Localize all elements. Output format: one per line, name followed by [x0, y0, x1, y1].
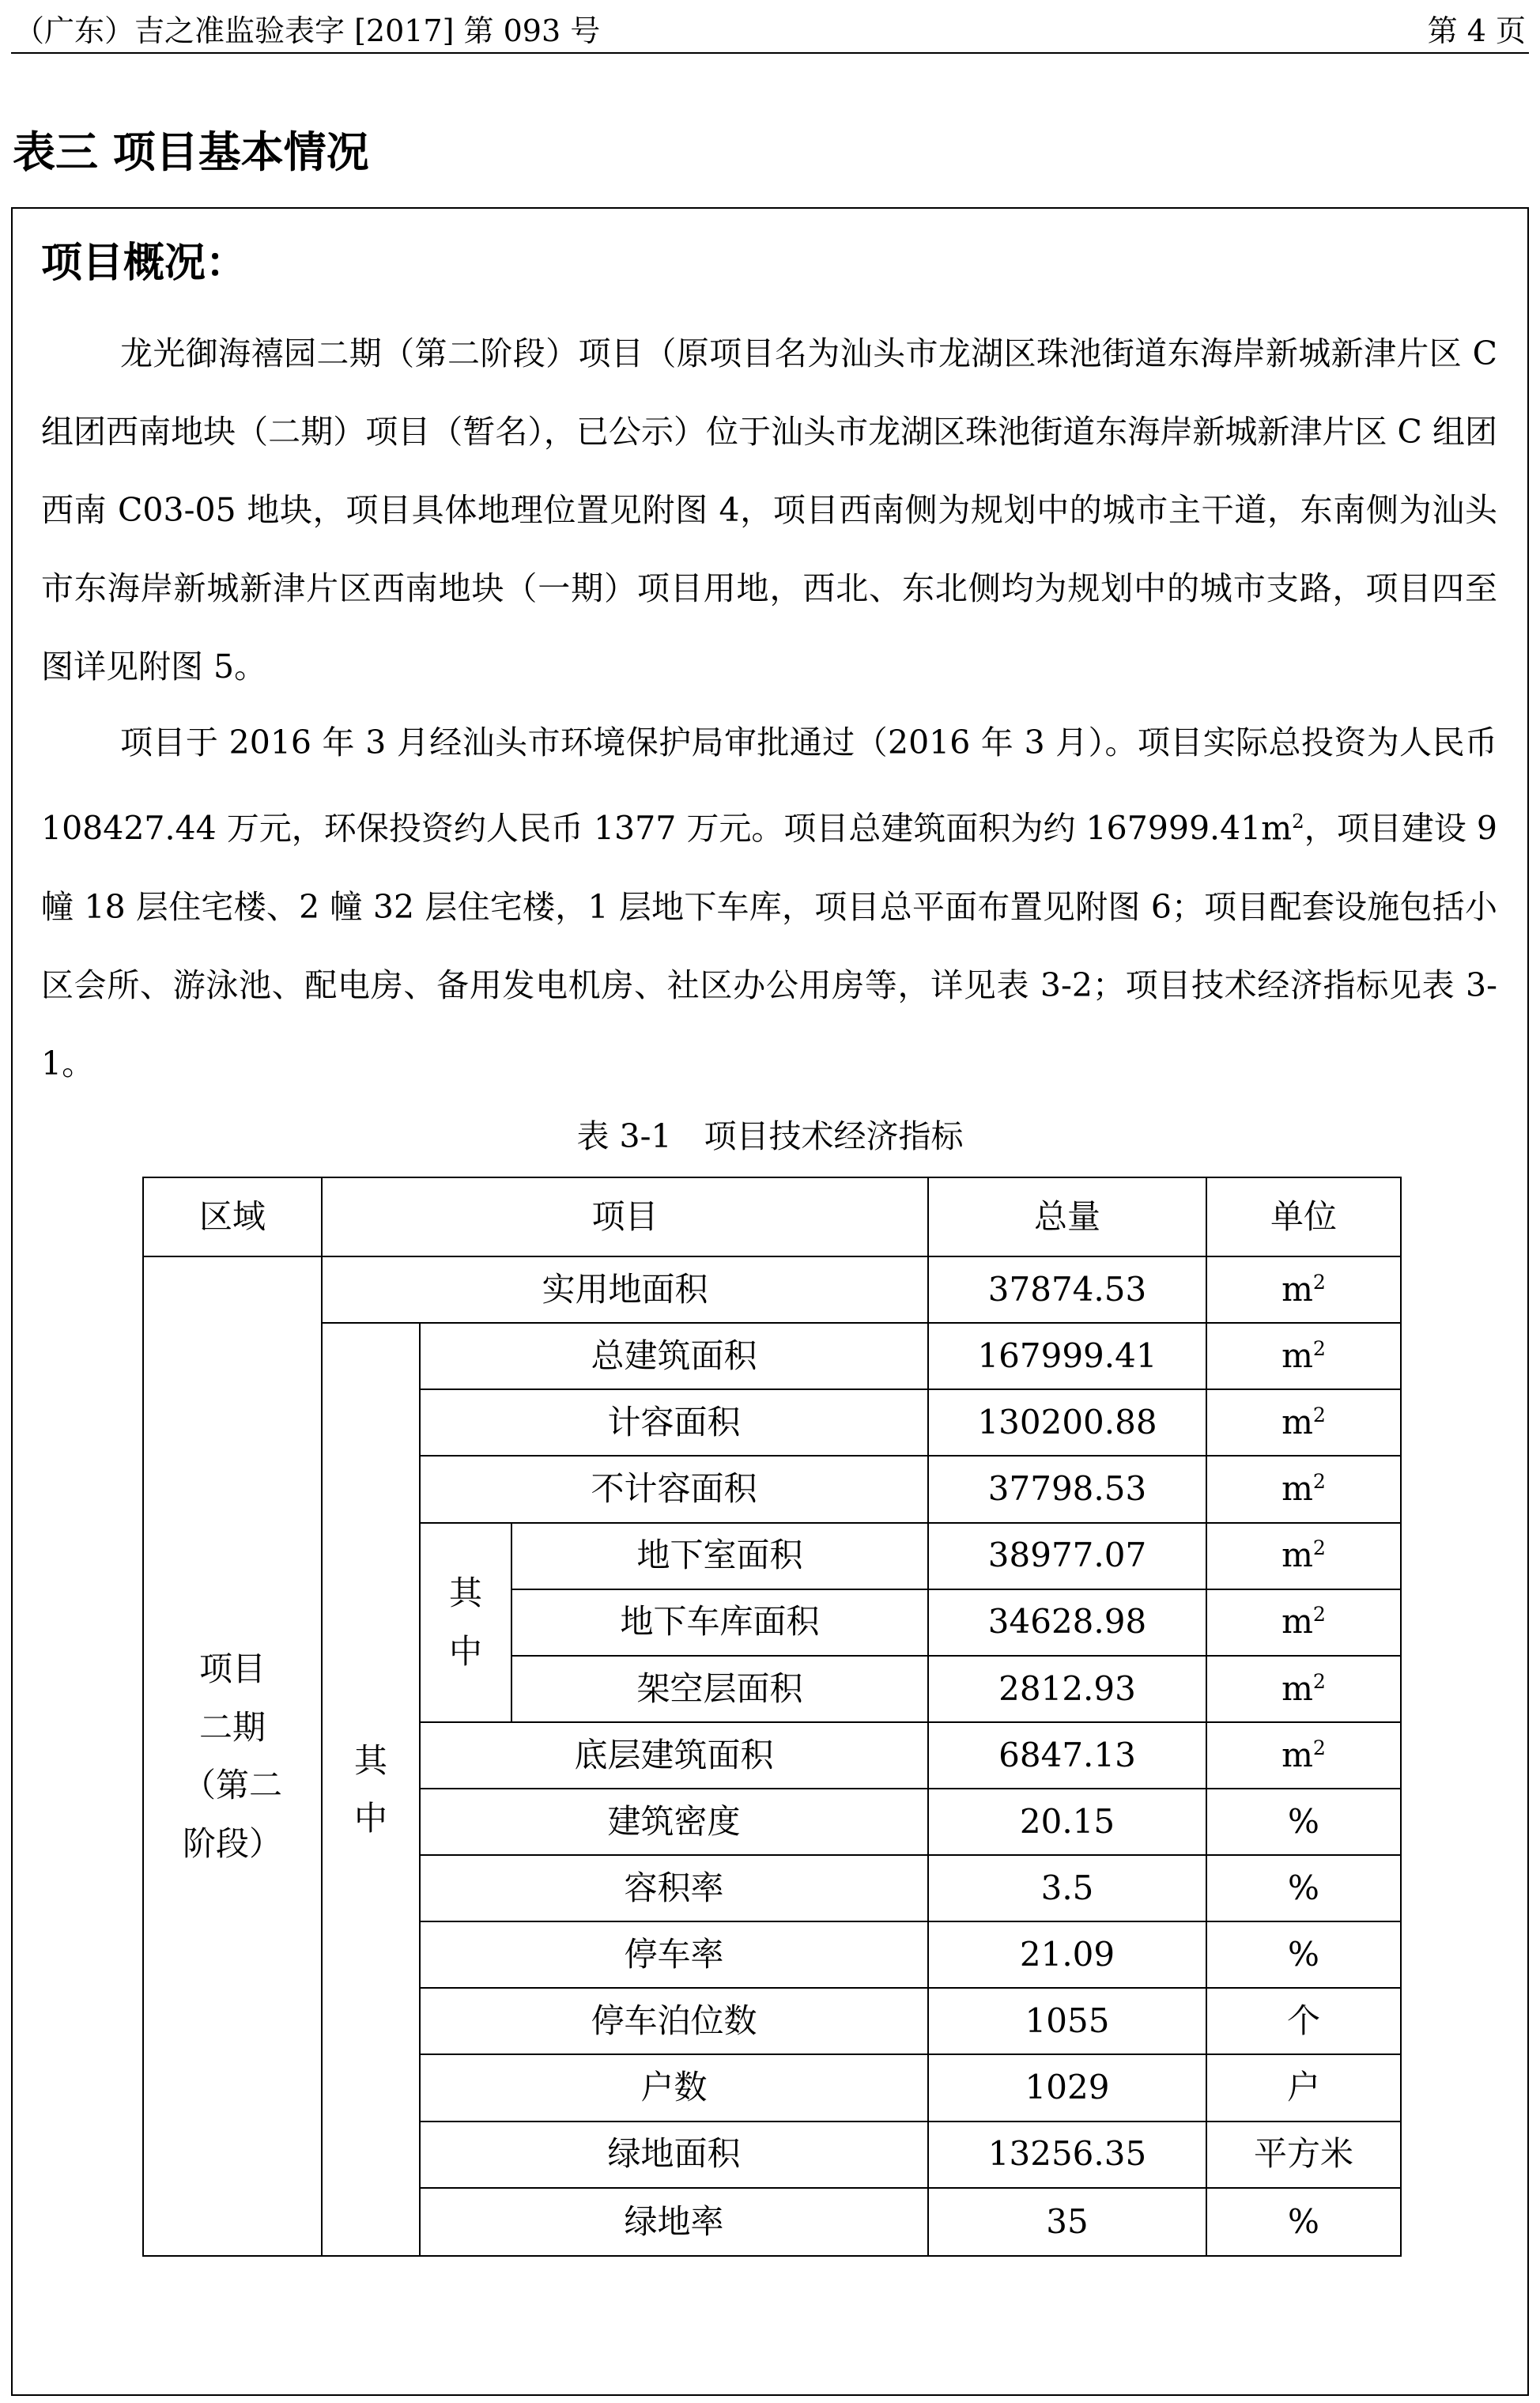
header-total: 总量 [928, 1177, 1206, 1256]
unit-cell: 平方米 [1206, 2122, 1401, 2188]
group-inner-label [449, 1564, 482, 1680]
unit-cell: 户 [1206, 2054, 1401, 2121]
total-cell: 2812.93 [928, 1656, 1206, 1722]
unit-cell: % [1206, 1921, 1401, 1988]
item-cell: 建筑密度 [420, 1789, 928, 1855]
total-cell: 13256.35 [928, 2122, 1206, 2188]
item-cell: 容积率 [420, 1855, 928, 1921]
table-row [143, 1256, 1401, 1323]
unit-cell: $m^2$ [1206, 1523, 1401, 1589]
region-line: 阶段） [182, 1823, 282, 1863]
unit-cell: % [1206, 1789, 1401, 1855]
total-cell: 35 [928, 2188, 1206, 2256]
table-caption: 表 3-1 项目技术经济指标 [576, 1117, 964, 1155]
unit-cell: % [1206, 1855, 1401, 1921]
item-cell: 总建筑面积 [420, 1323, 928, 1389]
unit-cell: $m^2$ [1206, 1589, 1401, 1656]
region-cell [143, 1256, 322, 2256]
total-cell: 37874.53 [928, 1256, 1206, 1323]
header-item: 项目 [322, 1177, 928, 1256]
item-cell: 地下车库面积 [511, 1589, 928, 1656]
total-cell: 1055 [928, 1988, 1206, 2054]
total-cell: 37798.53 [928, 1456, 1206, 1522]
item-cell: 地下室面积 [511, 1523, 928, 1589]
unit-cell: $m^2$ [1206, 1656, 1401, 1722]
unit-cell: $m^2$ [1206, 1389, 1401, 1456]
item-cell: 停车率 [420, 1921, 928, 1988]
region-line: （第二 [182, 1766, 282, 1805]
unit-cell: % [1206, 2188, 1401, 2256]
region-label [183, 1640, 282, 1872]
item-cell: 实用地面积 [322, 1256, 928, 1323]
group-inner-cell [420, 1523, 511, 1722]
header-doc-number: （广东）吉之准监验表字 [2017] 第 093 号 [14, 13, 601, 48]
total-cell: 3.5 [928, 1855, 1206, 1921]
unit-cell: $m^2$ [1206, 1256, 1401, 1323]
item-cell: 停车泊位数 [420, 1988, 928, 2054]
item-cell: 绿地面积 [420, 2122, 928, 2188]
group-char: 中 [448, 1631, 482, 1671]
table-row [143, 1323, 1401, 1389]
region-line: 项目 [198, 1649, 266, 1689]
item-cell: 底层建筑面积 [420, 1722, 928, 1789]
group-char: 其 [448, 1574, 482, 1613]
total-cell: 38977.07 [928, 1523, 1206, 1589]
header-page-number: 第 4 页 [1427, 13, 1526, 48]
group-char: 其 [353, 1740, 387, 1780]
item-cell: 计容面积 [420, 1389, 928, 1456]
overview-paragraph-2 [41, 704, 1497, 1103]
group-outer-label [354, 1732, 387, 1848]
item-cell: 不计容面积 [420, 1456, 928, 1522]
section-title: 表三 项目基本情况 [13, 127, 369, 177]
unit-cell: 个 [1206, 1988, 1401, 2054]
unit-cell: $m^2$ [1206, 1722, 1401, 1789]
paragraph-2-text-a: 项目于 2016 年 3 月经汕头市环境保护局审批通过（2016 年 3 月）。项目实际总投资为人民币 108427.44 万元，环保投资约人民币 1377 万元。项目总建筑面积为约 167999.41m [41, 724, 1497, 848]
item-cell: 架空层面积 [511, 1656, 928, 1722]
item-cell: 绿地率 [420, 2188, 928, 2256]
total-cell: 6847.13 [928, 1722, 1206, 1789]
paragraph-2-text-b: ，项目建设 9 幢 18 层住宅楼、2 幢 32 层住宅楼，1 层地下车库，项目总平面布置见附图 6；项目配套设施包括小区会所、游泳池、配电房、备用发电机房、社区办公用房等，详见表 3-2；项目技术经济指标见表 3-1。 [41, 809, 1498, 1082]
total-cell: 21.09 [928, 1921, 1206, 1988]
total-cell: 167999.41 [928, 1323, 1206, 1389]
header-unit: 单位 [1206, 1177, 1401, 1256]
unit-cell: $m^2$ [1206, 1456, 1401, 1522]
header-divider [11, 52, 1529, 54]
total-cell: 34628.98 [928, 1589, 1206, 1656]
total-cell: 1029 [928, 2054, 1206, 2121]
item-cell: 户数 [420, 2054, 928, 2121]
overview-paragraph-1: 龙光御海禧园二期（第二阶段）项目（原项目名为汕头市龙湖区珠池街道东海岸新城新津片区 C 组团西南地块（二期）项目（暂名），已公示）位于汕头市龙湖区珠池街道东海岸新城新津片区 C 组团西南 C03-05 地块，项目具体地理位置见附图 4，项目西南侧为规划中的城市主干道，东南侧为汕头市东海岸新城新津片区西南地块（一期）项目用地，西北、东北侧均为规划中的城市支路，项目四至图详见附图 5。 [41, 334, 1497, 686]
table-header-row [143, 1177, 1401, 1256]
group-char: 中 [353, 1799, 387, 1838]
overview-title: 项目概况： [41, 240, 247, 287]
technical-indicators-table [142, 1177, 1402, 2257]
unit-cell: $m^2$ [1206, 1323, 1401, 1389]
region-line: 二期 [198, 1707, 266, 1747]
total-cell: 130200.88 [928, 1389, 1206, 1456]
group-outer-cell [322, 1323, 420, 2256]
header-area: 区域 [143, 1177, 322, 1256]
total-cell: 20.15 [928, 1789, 1206, 1855]
paragraph-2-superscript: 2 [1292, 810, 1304, 833]
